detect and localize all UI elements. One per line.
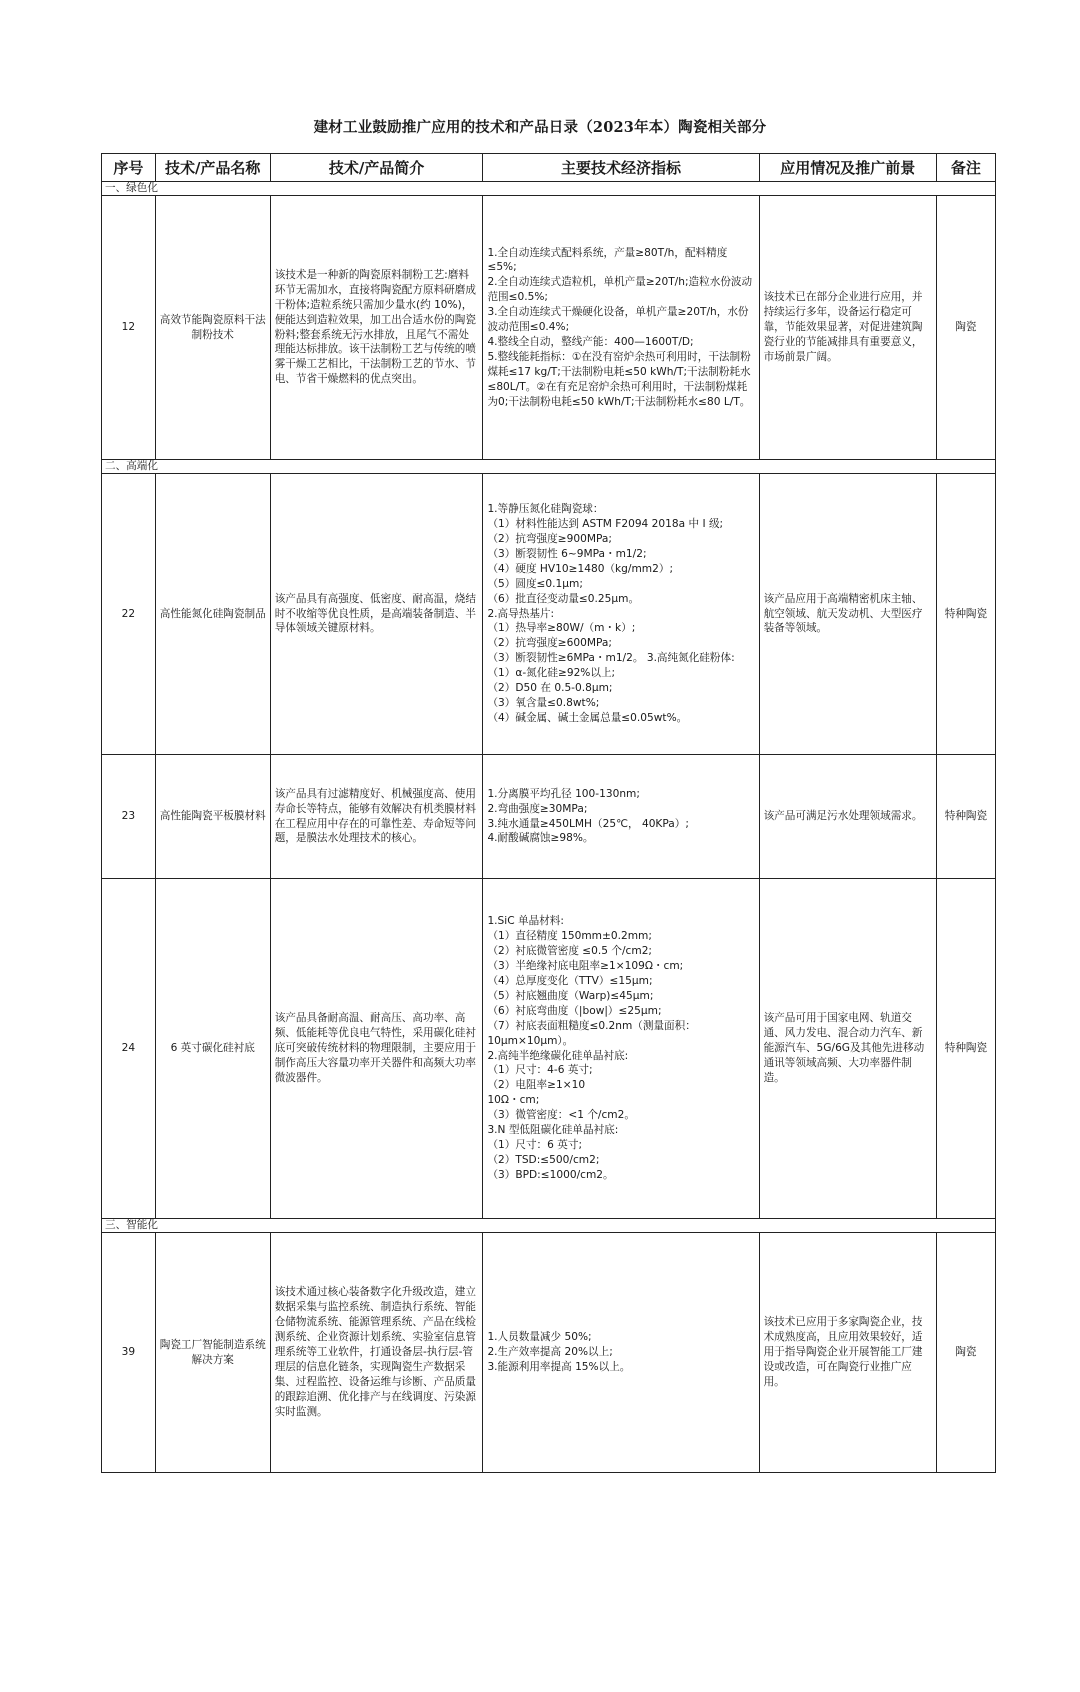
indicator-line: （4）碱金属、碱土金属总量≤0.05wt%。: [487, 711, 688, 724]
header-num: 序号: [102, 154, 156, 182]
indicator-line: 1.分离膜平均孔径 100-130nm;: [487, 787, 640, 800]
section-row: [102, 182, 996, 196]
row-indicators: [483, 474, 759, 755]
indicator-line: （5）圆度≤0.1μm;: [487, 577, 583, 590]
indicator-line: （2）TSD:≤500/cm2;: [487, 1153, 600, 1166]
indicator-line: 2.生产效率提高 20%以上;: [487, 1346, 613, 1359]
row-intro: 该产品具有过滤精度好、机械强度高、使用寿命长等特点，能够有效解决有机类膜材料在工程应用中存在的可靠性差、寿命短等问题，是膜法水处理技术的核心。: [270, 755, 483, 879]
indicator-line: 1.SiC 单晶材料:: [487, 915, 564, 928]
indicator-line: 1.人员数量减少 50%;: [487, 1331, 592, 1344]
row-num: 22: [102, 474, 156, 755]
indicator-line: （2）抗弯强度≥900MPa;: [487, 533, 612, 546]
indicator-line: （4）硬度 HV10≥1480（kg/mm2）;: [487, 562, 674, 575]
table-row: [102, 755, 996, 879]
table-row: [102, 196, 996, 460]
indicator-line: （1）材料性能达到 ASTM F2094 2018a 中 I 级;: [487, 518, 724, 531]
row-application: 该产品可用于国家电网、轨道交通、风力发电、混合动力汽车、新能源汽车、5G/6G及其他先进移动通讯等领域高频、大功率器件制造。: [759, 879, 936, 1219]
table-header-row: [102, 154, 996, 182]
table-row: [102, 879, 996, 1219]
indicator-line: 1.等静压氮化硅陶瓷球：: [487, 503, 604, 516]
indicator-line: 5.整线能耗指标：①在没有窑炉余热可利用时，干法制粉煤耗≤17 kg/T;干法制粉电耗≤50 kWh/T;干法制粉耗水≤80L/T。②在有充足窑炉余热可利用时，干法制粉煤耗为0;干法制粉电耗≤50 kWh/T;干法制粉耗水≤80 L/T。: [487, 350, 751, 408]
row-name: 陶瓷工厂智能制造系统解决方案: [155, 1233, 270, 1473]
catalog-table: [101, 153, 996, 1473]
row-num: 12: [102, 196, 156, 460]
indicator-line: 2.全自动连续式造粒机，单机产量≥20T/h;造粒水份波动范围≤0.5%;: [487, 276, 753, 304]
row-application: 该产品可满足污水处理领域需求。: [759, 755, 936, 879]
header-note: 备注: [936, 154, 995, 182]
indicator-line: 1.全自动连续式配料系统，产量≥80T/h，配料精度≤5%;: [487, 246, 728, 274]
indicator-line: （1）直径精度 150mm±0.2mm;: [487, 930, 652, 943]
row-num: 23: [102, 755, 156, 879]
indicator-line: （3）微管密度：<1 个/cm2。: [487, 1109, 635, 1122]
row-note: 特种陶瓷: [936, 755, 995, 879]
row-indicators: [483, 196, 759, 460]
indicator-line: 3.纯水通量≥450LMH（25℃， 40KPa）;: [487, 817, 689, 830]
indicator-line: （1）尺寸：4-6 英寸;: [487, 1064, 593, 1077]
row-intro: 该产品具有高强度、低密度、耐高温，烧结时不收缩等优良性质，是高端装备制造、半导体领域关键原材料。: [270, 474, 483, 755]
indicator-line: （7）衬底表面粗糙度≤0.2nm（测量面积：10μm×10μm）。: [487, 1019, 696, 1047]
row-intro: 该技术是一种新的陶瓷原料制粉工艺:磨料环节无需加水，直接将陶瓷配方原料研磨成干粉体;造粒系统只需加少量水(约 10%)，便能达到造粒效果，加工出合适水份的陶瓷粉料;整套系统无污水排放，且尾气不需处理能达标排放。该干法制粉工艺与传统的喷雾干燥工艺相比，干法制粉工艺的节水、节电、节省干燥燃料的优点突出。: [270, 196, 483, 460]
indicator-line: （3）BPD:≤1000/cm2。: [487, 1168, 614, 1181]
row-indicators: [483, 1233, 759, 1473]
row-name: 6 英寸碳化硅衬底: [155, 879, 270, 1219]
indicator-line: 3.N 型低阻碳化硅单晶衬底:: [487, 1124, 619, 1137]
indicator-line: （1）热导率≥80W/（m・k）;: [487, 622, 636, 635]
row-application: 该技术已在部分企业进行应用，并持续运行多年，设备运行稳定可靠，节能效果显著，对促进建筑陶瓷行业的节能减排具有重要意义，市场前景广阔。: [759, 196, 936, 460]
indicator-line: 3.能源利用率提高 15%以上。: [487, 1360, 631, 1373]
indicator-line: （1）尺寸：6 英寸;: [487, 1138, 583, 1151]
indicator-line: 4.整线全自动，整线产能：400—1600T/D;: [487, 335, 694, 348]
indicator-line: （4）总厚度变化（TTV）≤15μm;: [487, 974, 653, 987]
header-application: 应用情况及推广前景: [759, 154, 936, 182]
indicator-line: 10Ω・cm;: [487, 1094, 540, 1107]
indicator-line: 4.耐酸碱腐蚀≥98%。: [487, 832, 594, 845]
row-application: 该技术已应用于多家陶瓷企业，技术成熟度高，且应用效果较好，适用于指导陶瓷企业开展智能工厂建设或改造，可在陶瓷行业推广应用。: [759, 1233, 936, 1473]
header-name: 技术/产品名称: [155, 154, 270, 182]
row-name: 高性能氮化硅陶瓷制品: [155, 474, 270, 755]
section-label: 二、高端化: [102, 460, 996, 474]
indicator-line: 2.弯曲强度≥30MPa;: [487, 802, 588, 815]
section-label: 一、绿色化: [102, 182, 996, 196]
table-row: [102, 474, 996, 755]
section-label: 三、智能化: [102, 1219, 996, 1233]
row-num: 39: [102, 1233, 156, 1473]
indicator-line: （2）电阻率≥1×10: [487, 1079, 586, 1092]
indicator-line: （2）D50 在 0.5-0.8μm;: [487, 682, 613, 695]
indicator-line: （3）断裂韧性 6~9MPa・m1/2;: [487, 547, 647, 560]
indicator-line: （6）衬底弯曲度（|bow|）≤25μm;: [487, 1004, 662, 1017]
indicator-line: 2.高纯半绝缘碳化硅单晶衬底:: [487, 1049, 629, 1062]
row-note: 特种陶瓷: [936, 474, 995, 755]
indicator-line: （3）氧含量≤0.8wt%;: [487, 696, 600, 709]
row-name: 高效节能陶瓷原料干法制粉技术: [155, 196, 270, 460]
row-num: 24: [102, 879, 156, 1219]
table-row: [102, 1233, 996, 1473]
header-intro: 技术/产品简介: [270, 154, 483, 182]
indicator-line: （1）α-氮化硅≥92%以上;: [487, 667, 616, 680]
row-indicators: [483, 755, 759, 879]
row-intro: 该产品具备耐高温、耐高压、高功率、高频、低能耗等优良电气特性，采用碳化硅衬底可突破传统材料的物理限制，主要应用于制作高压大容量功率开关器件和高频大功率微波器件。: [270, 879, 483, 1219]
row-application: 该产品应用于高端精密机床主轴、航空领域、航天发动机、大型医疗装备等领域。: [759, 474, 936, 755]
indicator-line: （6）批直径变动量≤0.25μm。: [487, 592, 640, 605]
section-row: [102, 460, 996, 474]
indicator-line: （3）断裂韧性≥6MPa・m1/2。 3.高纯氮化硅粉体:: [487, 652, 735, 665]
indicator-line: 3.全自动连续式干燥硬化设备，单机产量≥20T/h，水份波动范围≤0.4%;: [487, 306, 749, 334]
page-title: 建材工业鼓励推广应用的技术和产品日录（2023年本）陶瓷相关部分: [313, 119, 767, 136]
indicator-line: （2）衬底微管密度 ≤0.5 个/cm2;: [487, 945, 653, 958]
header-indicators: 主要技术经济指标: [483, 154, 759, 182]
row-name: 高性能陶瓷平板膜材料: [155, 755, 270, 879]
indicator-line: （3）半绝缘衬底电阻率≥1×109Ω・cm;: [487, 960, 684, 973]
indicator-line: （2）抗弯强度≥600MPa;: [487, 637, 612, 650]
row-note: 特种陶瓷: [936, 879, 995, 1219]
row-indicators: [483, 879, 759, 1219]
section-row: [102, 1219, 996, 1233]
indicator-line: 2.高导热基片:: [487, 607, 555, 620]
indicator-line: （5）衬底翘曲度（Warp)≤45μm;: [487, 989, 654, 1002]
row-note: 陶瓷: [936, 196, 995, 460]
row-note: 陶瓷: [936, 1233, 995, 1473]
row-intro: 该技术通过核心装备数字化升级改造，建立数据采集与监控系统、制造执行系统、智能仓储物流系统、能源管理系统、产品在线检测系统、企业资源计划系统、实验室信息管理系统等工业软件，打通设备层-执行层-管理层的信息化链条，实现陶瓷生产数据采集、过程监控、设备运维与诊断、产品质量的跟踪追溯、优化排产与在线调度、污染源实时监测。: [270, 1233, 483, 1473]
